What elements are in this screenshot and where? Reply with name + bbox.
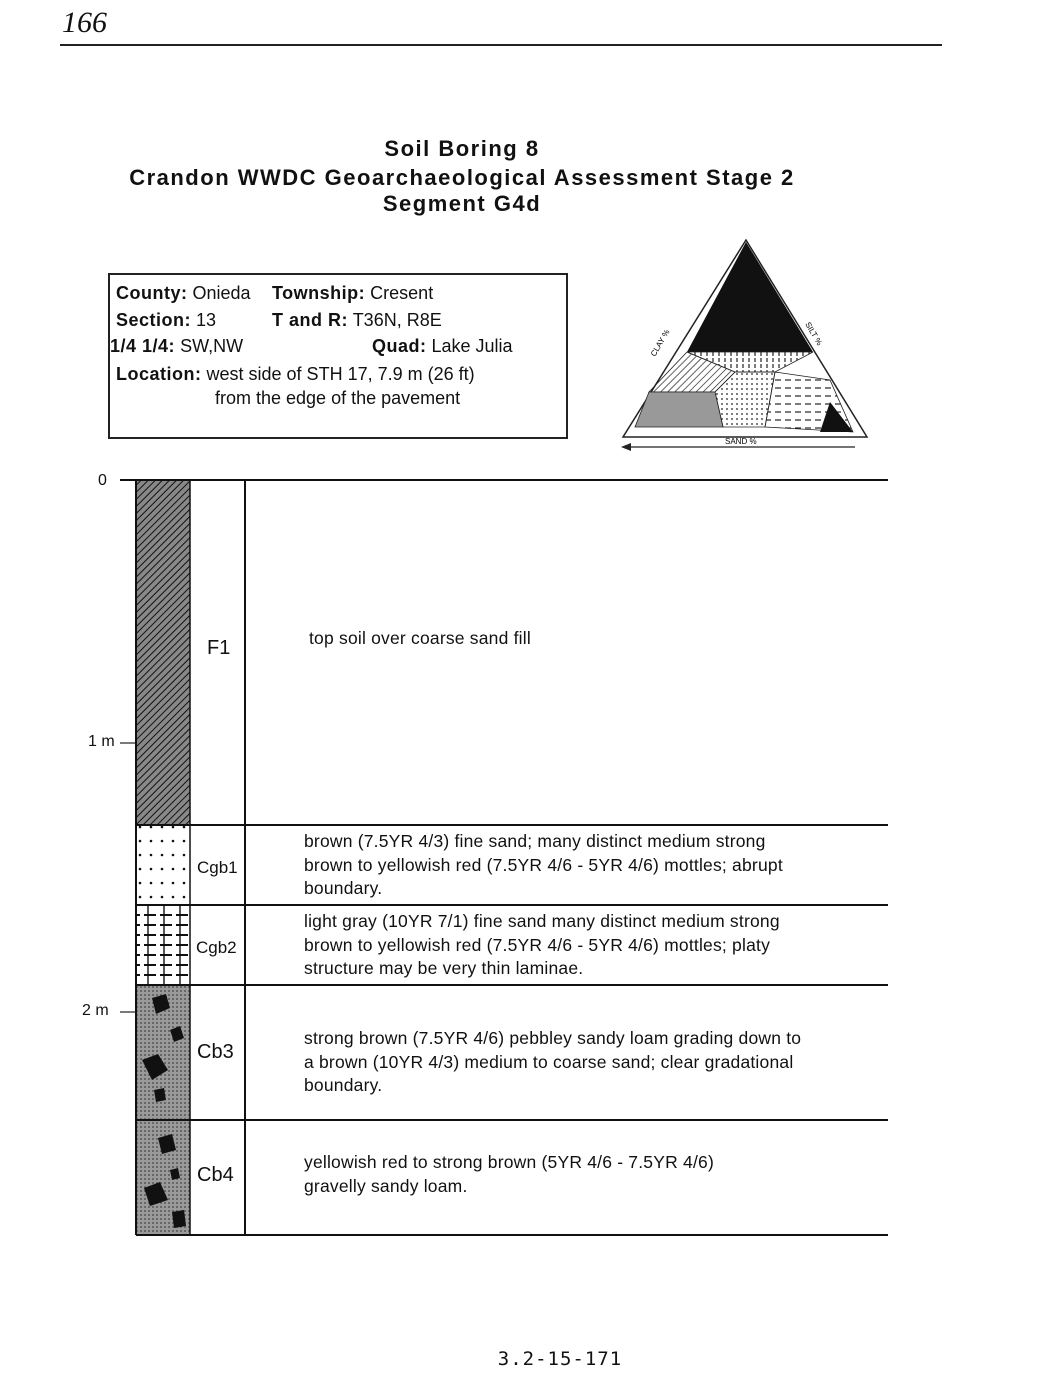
- quarter-label: 1/4 1/4:: [110, 336, 176, 356]
- horizon-label-cb3: Cb3: [197, 1041, 234, 1063]
- depth-label-1m: 1 m: [88, 733, 115, 750]
- header-rule: [60, 44, 942, 46]
- title-line-2: Crandon WWDC Geoarchaeological Assessment Stage 2: [129, 165, 795, 190]
- silt-axis-label: SILT %: [803, 320, 824, 348]
- quarter-value: SW,NW: [180, 336, 244, 356]
- section-value: 13: [196, 310, 217, 330]
- location-row-2: [215, 388, 460, 409]
- horizon-description-cgb1: brown (7.5YR 4/3) fine sand; many distinct medium strong brown to yellowish red (7.5YR 4/6 - 5YR 4/6) mottles; abrupt boundary.: [304, 831, 783, 898]
- location-value-2: from the edge of the pavement: [215, 388, 461, 408]
- county-value: Onieda: [192, 283, 251, 303]
- tr-row: [272, 310, 442, 331]
- cgb1-pattern: [136, 825, 190, 905]
- quad-row: [372, 336, 513, 357]
- horizon-description-cgb2: light gray (10YR 7/1) fine sand many distinct medium strong brown to yellowish red (7.5YR 4/6 - 5YR 4/6) mottles; platy structure may be very thin laminae.: [304, 911, 780, 978]
- section-label: Section:: [116, 310, 192, 330]
- tr-label: T and R:: [272, 310, 348, 330]
- cgb2-pattern: [136, 905, 190, 985]
- depth-label-2m: 2 m: [82, 1002, 109, 1019]
- sand-axis-label: SAND %: [725, 437, 757, 446]
- location-label: Location:: [116, 364, 202, 384]
- location-row: [116, 364, 475, 385]
- quad-label: Quad:: [372, 336, 427, 356]
- horizon-description-cb4: yellowish red to strong brown (5YR 4/6 - 7.5YR 4/6) gravelly sandy loam.: [304, 1152, 714, 1196]
- location-value-1: west side of STH 17, 7.9 m (26 ft): [206, 364, 475, 384]
- page-number: 166: [62, 6, 107, 39]
- document-number: 3.2-15-171: [497, 1348, 623, 1370]
- quarter-row: [110, 336, 243, 357]
- texture-triangle: [615, 232, 877, 452]
- title-line-1: Soil Boring 8: [384, 136, 540, 161]
- f1-pattern: [136, 480, 190, 825]
- quad-value: Lake Julia: [431, 336, 513, 356]
- title-line-3: Segment G4d: [382, 191, 542, 216]
- township-row: [272, 283, 433, 304]
- clay-axis-label: CLAY %: [648, 327, 672, 358]
- horizon-label-f1: F1: [207, 637, 231, 659]
- township-label: Township:: [272, 283, 366, 303]
- section-row: [116, 310, 216, 331]
- horizon-description-cb3: strong brown (7.5YR 4/6) pebbley sandy loam grading down to a brown (10YR 4/3) medium to coarse sand; clear gradational boundary.: [304, 1028, 802, 1095]
- horizon-label-cgb1: Cgb1: [197, 858, 238, 877]
- horizon-description-f1: top soil over coarse sand fill: [309, 628, 531, 648]
- township-value: Cresent: [370, 283, 434, 303]
- horizon-label-cb4: Cb4: [197, 1164, 234, 1186]
- county-label: County:: [116, 283, 188, 303]
- site-info-box: [108, 273, 568, 439]
- county-row: [116, 283, 251, 304]
- horizon-label-cgb2: Cgb2: [196, 938, 237, 957]
- tr-value: T36N, R8E: [352, 310, 442, 330]
- depth-label-0: 0: [98, 472, 107, 489]
